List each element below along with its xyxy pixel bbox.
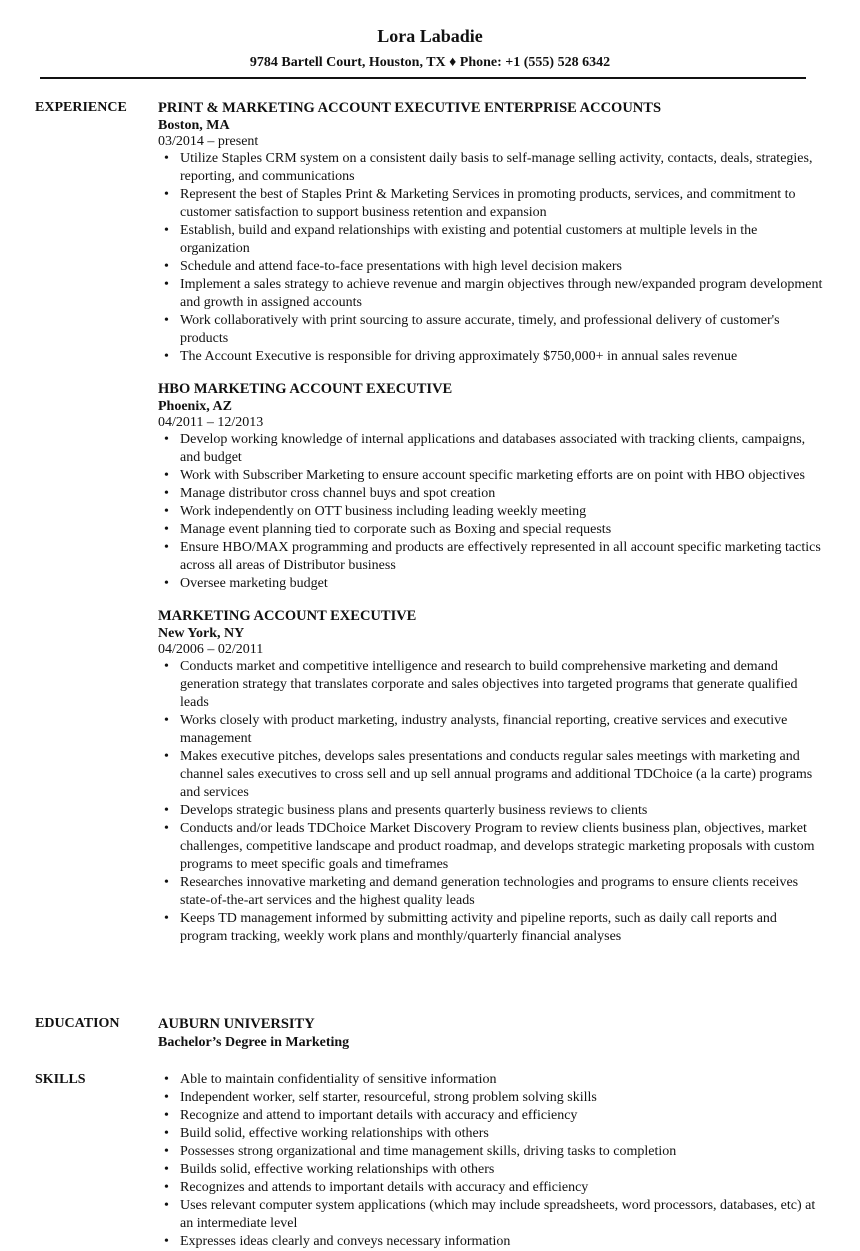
job-bullet: • Utilize Staples CRM system on a consistent daily basis to self-manage selling activity, contacts, deals, strategies, reporting, and communications <box>158 150 826 186</box>
job-bullet: • The Account Executive is responsible for driving approximately $750,000+ in annual sales revenue <box>158 348 826 366</box>
skills-list <box>158 1071 826 1251</box>
job-bullet: • Schedule and attend face-to-face presentations with high level decision makers <box>158 258 826 276</box>
job-title: PRINT & MARKETING ACCOUNT EXECUTIVE ENTERPRISE ACCOUNTS <box>158 100 662 116</box>
skills-label: SKILLS <box>35 1072 86 1087</box>
job-bullet: • Researches innovative marketing and demand generation technologies and programs to ensure clients receives state-of-the-art services and the highest quality leads <box>158 874 826 910</box>
education-body <box>158 1015 826 1053</box>
job-bullets <box>158 150 826 366</box>
job-bullets <box>158 658 826 946</box>
job-entry <box>158 99 826 366</box>
job-entry <box>158 607 826 946</box>
skill-item: • Possesses strong organizational and time management skills, driving tasks to completion <box>158 1143 826 1161</box>
job-entry <box>158 380 826 593</box>
job-bullet: • Works closely with product marketing, industry analysts, financial reporting, creative services and executive management <box>158 712 826 748</box>
job-bullet: • Makes executive pitches, develops sales presentations and conducts regular sales meetings with marketing and channel sales executives to cross sell and up sell annual programs and additional TDChoice (a la carte) programs and services <box>158 748 826 802</box>
skills-body <box>158 1071 826 1251</box>
education-label: EDUCATION <box>35 1016 120 1031</box>
skill-item: • Recognizes and attends to important details with accuracy and efficiency <box>158 1179 826 1197</box>
job-bullet: • Work collaboratively with print sourcing to assure accurate, timely, and professional delivery of customer's products <box>158 312 826 348</box>
experience-body <box>158 99 826 960</box>
skill-item: • Build solid, effective working relationships with others <box>158 1125 826 1143</box>
job-location: Boston, MA <box>158 118 230 133</box>
skill-item: • Independent worker, self starter, resourceful, strong problem solving skills <box>158 1089 826 1107</box>
job-title: HBO MARKETING ACCOUNT EXECUTIVE <box>158 381 453 397</box>
candidate-name: Lora Labadie <box>377 26 483 46</box>
job-bullet: • Develop working knowledge of internal applications and databases associated with tracking clients, campaigns, and budget <box>158 431 826 467</box>
skill-item: • Uses relevant computer system applications (which may include spreadsheets, word processors, databases, etc) at an intermediate level <box>158 1197 826 1233</box>
job-bullet: • Manage event planning tied to corporate such as Boxing and special requests <box>158 521 826 539</box>
job-bullet: • Ensure HBO/MAX programming and products are effectively represented in all account specific marketing tactics across all areas of Distributor business <box>158 539 826 575</box>
job-dates: 04/2006 – 02/2011 <box>158 642 264 657</box>
header-divider <box>40 77 806 79</box>
experience-label: EXPERIENCE <box>35 100 127 115</box>
job-bullet: • Work with Subscriber Marketing to ensure account specific marketing efforts are on point with HBO objectives <box>158 467 826 485</box>
job-bullet: • Develops strategic business plans and presents quarterly business reviews to clients <box>158 802 826 820</box>
job-dates: 03/2014 – present <box>158 134 259 149</box>
school-name: AUBURN UNIVERSITY <box>158 1016 315 1032</box>
contact-line: 9784 Bartell Court, Houston, TX ♦ Phone: +1 (555) 528 6342 <box>249 55 611 70</box>
job-bullet: • Work independently on OTT business including leading weekly meeting <box>158 503 826 521</box>
skill-item: • Builds solid, effective working relationships with others <box>158 1161 826 1179</box>
job-bullet: • Establish, build and expand relationships with existing and potential customers at multiple levels in the organization <box>158 222 826 258</box>
degree: Bachelor’s Degree in Marketing <box>158 1035 350 1050</box>
skill-item: • Able to maintain confidentiality of sensitive information <box>158 1071 826 1089</box>
skill-item: • Recognize and attend to important details with accuracy and efficiency <box>158 1107 826 1125</box>
job-location: New York, NY <box>158 626 245 641</box>
job-dates: 04/2011 – 12/2013 <box>158 415 264 430</box>
job-bullet: • Manage distributor cross channel buys and spot creation <box>158 485 826 503</box>
job-bullets <box>158 431 826 593</box>
job-location: Phoenix, AZ <box>158 399 232 414</box>
job-bullet: • Oversee marketing budget <box>158 575 826 593</box>
job-title: MARKETING ACCOUNT EXECUTIVE <box>158 608 417 624</box>
job-bullet: • Conducts market and competitive intelligence and research to build comprehensive marketing and demand generation strategy that translates corporate and sales objectives into targeted programs that generate qualified leads <box>158 658 826 712</box>
job-bullet: • Represent the best of Staples Print & Marketing Services in promoting products, services, and commitment to customer satisfaction to support business retention and expansion <box>158 186 826 222</box>
job-bullet: • Implement a sales strategy to achieve revenue and margin objectives through new/expanded program development and growth in assigned accounts <box>158 276 826 312</box>
resume-header <box>0 24 860 72</box>
job-bullet: • Conducts and/or leads TDChoice Market Discovery Program to review clients business plan, objectives, market challenges, competitive landscape and product roadmap, and develops strategic marketing proposals with custom programs to meet specific goals and timeframes <box>158 820 826 874</box>
skill-item: • Expresses ideas clearly and conveys necessary information <box>158 1233 826 1251</box>
job-bullet: • Keeps TD management informed by submitting activity and pipeline reports, such as daily call reports and program tracking, weekly work plans and monthly/quarterly financial analyses <box>158 910 826 946</box>
